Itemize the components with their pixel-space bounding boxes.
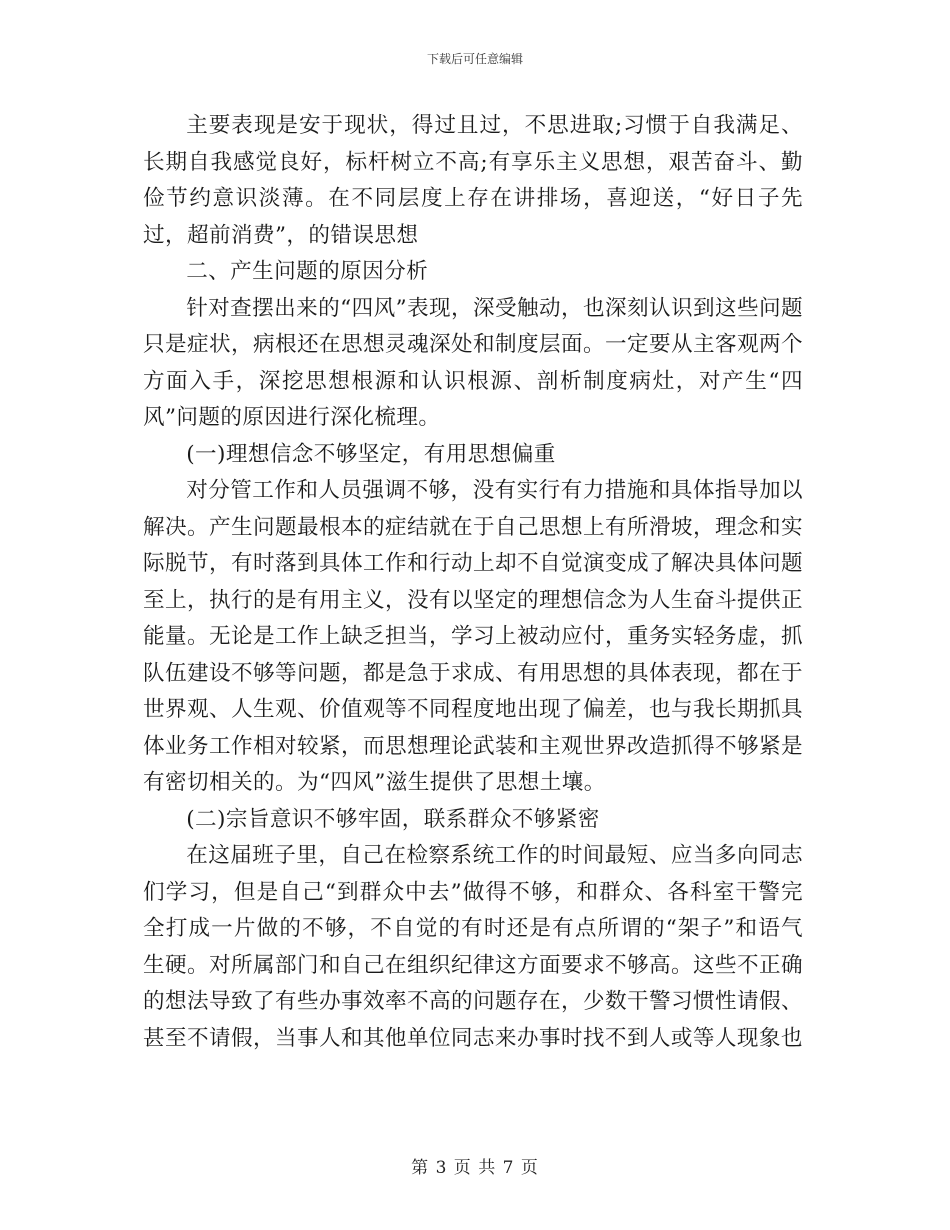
subsection-heading-purpose: (二)宗旨意识不够牢固，联系群众不够紧密 xyxy=(186,806,600,832)
document-body xyxy=(143,108,803,1057)
page-header-note: 下载后可任意编辑 xyxy=(426,52,523,66)
paragraph-purpose-analysis: 在这届班子里，自己在检察系统工作的时间最短、应当多向同志们学习，但是自己“到群众中去”做得不够，和群众、各科室干警完全打成一片做的不够，不自觉的有时还是有点所谓的“架子”和语气生硬。对所属部门和自己在组织纪律这方面要求不够高。这些不正确的想法导致了有些办事效率不高的问题存在，少数干警习惯性请假、甚至不请假，当事人和其他单位同志来办事时找不到人或等人现象也 xyxy=(143,843,803,1051)
paragraph-cause-intro: 针对查摆出来的“四风”表现，深受触动，也深刻认识到这些问题只是症状，病根还在思想灵魂深处和制度层面。一定要从主客观两个方面入手，深挖思想根源和认识根源、剖析制度病灶，对产生“四风”问题的原因进行深化梳理。 xyxy=(143,295,803,430)
paragraph-performance-summary: 主要表现是安于现状，得过且过，不思进取;习惯于自我满足、长期自我感觉良好，标杆树立不高;有享乐主义思想，艰苦奋斗、勤俭节约意识淡薄。在不同层度上存在讲排场，喜迎送，“好日子先过，超前消费”，的错误思想 xyxy=(143,113,803,248)
section-heading-cause-analysis: 二、产生问题的原因分析 xyxy=(186,259,429,284)
page-number-footer: 第 3 页 共 7 页 xyxy=(411,1158,539,1178)
subsection-heading-ideals: (一)理想信念不够坚定，有用思想偏重 xyxy=(186,441,556,467)
paragraph-ideals-analysis: 对分管工作和人员强调不够，没有实行有力措施和具体指导加以解决。产生问题最根本的症结就在于自己思想上有所滑坡，理念和实际脱节，有时落到具体工作和行动上却不自觉演变成了解决具体问题至上，执行的是有用主义，没有以坚定的理想信念为人生奋斗提供正能量。无论是工作上缺乏担当，学习上被动应付，重务实轻务虚，抓队伍建设不够等问题，都是急于求成、有用思想的具体表现，都在于世界观、人生观、价值观等不同程度地出现了偏差，也与我长期抓具体业务工作相对较紧，而思想理论武装和主观世界改造抓得不够紧是有密切相关的。为“四风”滋生提供了思想土壤。 xyxy=(143,478,803,795)
